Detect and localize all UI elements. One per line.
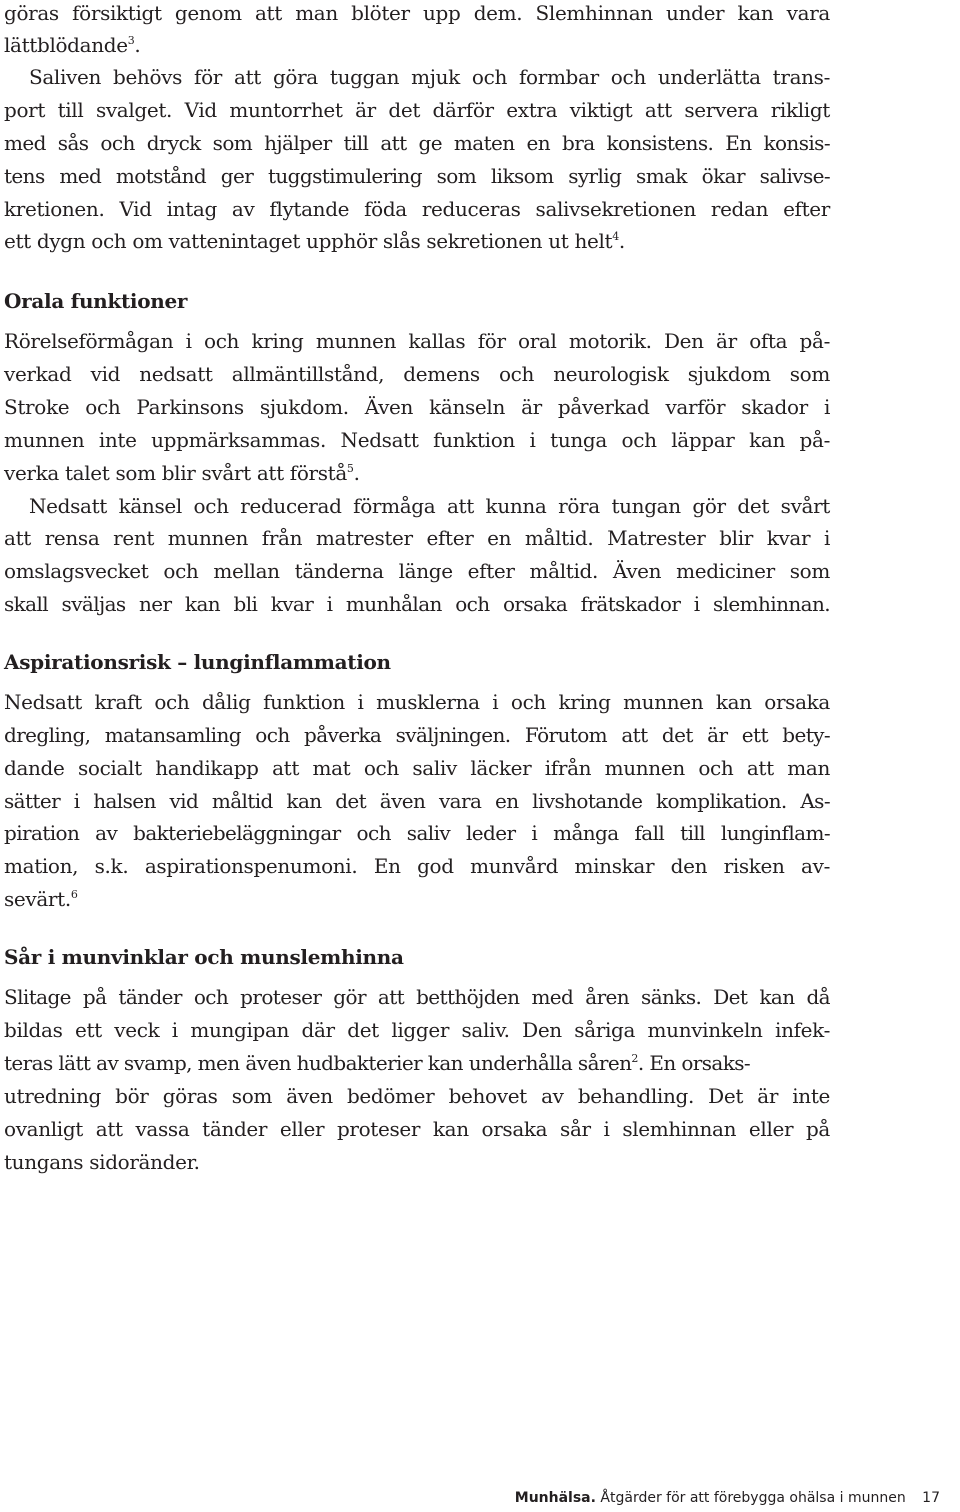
body-text-line: bildas ett veck i mungipan där det ligger saliv. Den såriga munvinkeln infek- bbox=[4, 1018, 830, 1042]
footnote-reference: 3 bbox=[127, 34, 135, 47]
body-text-line: port till svalget. Vid muntorrhet är det därför extra viktigt att servera rikligt bbox=[4, 98, 830, 122]
body-text-line: Slitage på tänder och proteser gör att betthöjden med åren sänks. Det kan då bbox=[4, 985, 830, 1009]
section-heading-aspiration-risk: Aspirationsrisk – lunginflammation bbox=[4, 650, 391, 674]
section-heading-mouth-sores: Sår i munvinklar och munslemhinna bbox=[4, 945, 404, 969]
body-text-line: verkad vid nedsatt allmäntillstånd, demens och neurologisk sjukdom som bbox=[4, 362, 830, 386]
body-text-line: utredning bör göras som även bedömer behovet av behandling. Det är inte bbox=[4, 1084, 830, 1108]
body-text-line: munnen inte uppmärksammas. Nedsatt funktion i tunga och läppar kan på- bbox=[4, 428, 830, 452]
body-text-line: sätter i halsen vid måltid kan det även vara en livshotande komplikation. As- bbox=[4, 789, 830, 813]
footnote-reference: 5 bbox=[346, 462, 354, 475]
body-text-line: Nedsatt kraft och dålig funktion i musklerna i och kring munnen kan orsaka bbox=[4, 690, 830, 714]
body-text-line: dande socialt handikapp att mat och saliv läcker ifrån munnen och att man bbox=[4, 756, 830, 780]
body-text-line: göras försiktigt genom att man blöter upp dem. Slemhinnan under kan vara bbox=[4, 1, 830, 25]
body-text-line: mation, s.k. aspirationspenumoni. En god munvård minskar den risken av- bbox=[4, 854, 830, 878]
body-text-line: Rörelseförmågan i och kring munnen kallas för oral motorik. Den är ofta på- bbox=[4, 329, 830, 353]
footer-brand: Munhälsa. bbox=[514, 1490, 596, 1506]
body-text-line: omslagsvecket och mellan tänderna länge efter måltid. Även mediciner som bbox=[4, 559, 830, 583]
page-number: 17 bbox=[922, 1490, 940, 1506]
body-text-line: Stroke och Parkinsons sjukdom. Även känseln är påverkad varför skador i bbox=[4, 395, 830, 419]
page-footer bbox=[515, 1488, 940, 1512]
body-text-line: att rensa rent munnen från matrester efter en måltid. Matrester blir kvar i bbox=[4, 526, 830, 550]
body-text-line: kretionen. Vid intag av flytande föda reduceras salivsekretionen redan efter bbox=[4, 197, 830, 221]
body-text-line: lättblödande$^3$. bbox=[4, 33, 141, 57]
body-text-line: verka talet som blir svårt att förstå$^5$. bbox=[4, 461, 360, 485]
body-text-line: ovanligt att vassa tänder eller proteser kan orsaka sår i slemhinnan eller på bbox=[4, 1117, 830, 1141]
footer-subtitle: Åtgärder för att förebygga ohälsa i munnen bbox=[600, 1490, 906, 1506]
body-text-line: Saliven behövs för att göra tuggan mjuk och formbar och underlätta trans- bbox=[29, 65, 830, 89]
footnote-reference: 2 bbox=[631, 1052, 638, 1065]
footnote-reference: 6 bbox=[70, 888, 78, 901]
footnote-reference: 4 bbox=[612, 230, 619, 243]
body-text-line: teras lätt av svamp, men även hudbakterier kan underhålla såren$^2$. En orsaks- bbox=[4, 1051, 751, 1075]
body-text-line: sevärt.$^6$ bbox=[4, 887, 78, 911]
body-text-line: tungans sidoränder. bbox=[4, 1150, 200, 1174]
section-heading-oral-functions: Orala funktioner bbox=[4, 289, 188, 313]
body-text-line: piration av bakteriebeläggningar och saliv leder i många fall till lunginflam- bbox=[4, 821, 830, 845]
body-text-line: tens med motstånd ger tuggstimulering som liksom syrlig smak ökar salivse- bbox=[4, 164, 830, 188]
body-text-line: med sås och dryck som hjälper till att ge maten en bra konsistens. En konsis- bbox=[4, 131, 830, 155]
body-text-line: Nedsatt känsel och reducerad förmåga att kunna röra tungan gör det svårt bbox=[29, 494, 830, 518]
body-text-line: skall sväljas ner kan bli kvar i munhålan och orsaka frätskador i slemhinnan. bbox=[4, 592, 830, 616]
body-text-line: ett dygn och om vattenintaget upphör slås sekretionen ut helt$^4$. bbox=[4, 229, 625, 253]
body-text-line: dregling, matansamling och påverka sväljningen. Förutom att det är ett bety- bbox=[4, 723, 830, 747]
